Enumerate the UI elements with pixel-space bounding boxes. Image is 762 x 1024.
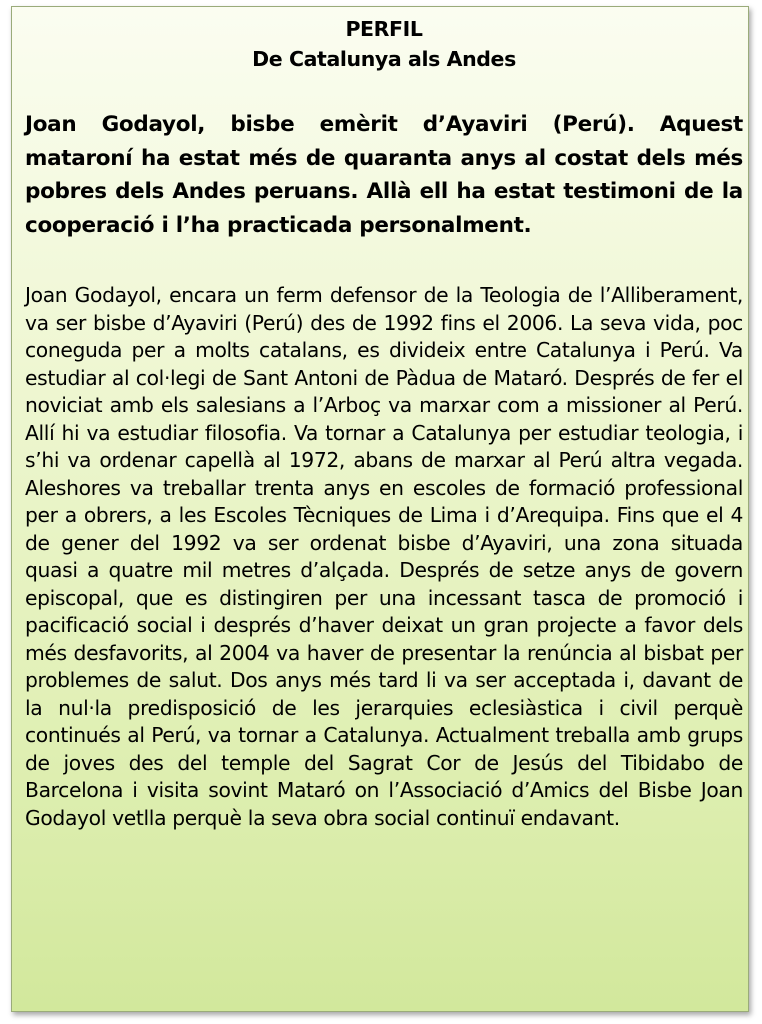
- article-title: De Catalunya als Andes: [252, 47, 516, 71]
- lead-paragraph: Joan Godayol, bisbe emèrit d’Ayaviri (Perú). Aquest mataroní ha estat més de quaranta anys al costat dels més pobres dels Andes peruans. Allà ell ha estat testimoni de la cooperació i l’ha practicada personalment.: [25, 112, 743, 238]
- header: [25, 14, 743, 74]
- profile-content: [25, 14, 743, 832]
- section-label: PERFIL: [345, 17, 423, 41]
- body-paragraph: Joan Godayol, encara un ferm defensor de la Teologia de l’Alliberament, va ser bisbe d’Ayaviri (Perú) des de 1992 fins el 2006. La seva vida, poc coneguda per a molts catalans, es divideix entre Catalunya i Perú. Va estudiar al col·legi de Sant Antoni de Pàdua de Mataró. Després de fer el noviciat amb els salesians a l’Arboç va marxar com a missioner al Perú. Allí hi va estudiar filosofia. Va tornar a Catalunya per estudiar teologia, i s’hi va ordenar capellà al 1972, abans de marxar al Perú altra vegada. Aleshores va treballar trenta anys en escoles de formació professional per a obrers, a les Escoles Tècniques de Lima i d’Arequipa. Fins que el 4 de gener del 1992 va ser ordenat bisbe d’Ayaviri, una zona situada quasi a quatre mil metres d’alçada. Després de setze anys de govern episcopal, que es distingiren per una incessant tasca de promoció i pacificació social i després d’haver deixat un gran projecte a favor dels més desfavorits, al 2004 va haver de presentar la renúncia al bisbat per problemes de salut. Dos anys més tard li va ser acceptada i, davant de la nul·la predisposició de les jerarquies eclesiàstica i civil perquè continués al Perú, va tornar a Catalunya. Actualment treballa amb grups de joves des del temple del Sagrat Cor de Jesús del Tibidabo de Barcelona i visita sovint Mataró on l’Associació d’Amics del Bisbe Joan Godayol vetlla perquè la seva obra social continuï endavant.: [25, 283, 743, 830]
